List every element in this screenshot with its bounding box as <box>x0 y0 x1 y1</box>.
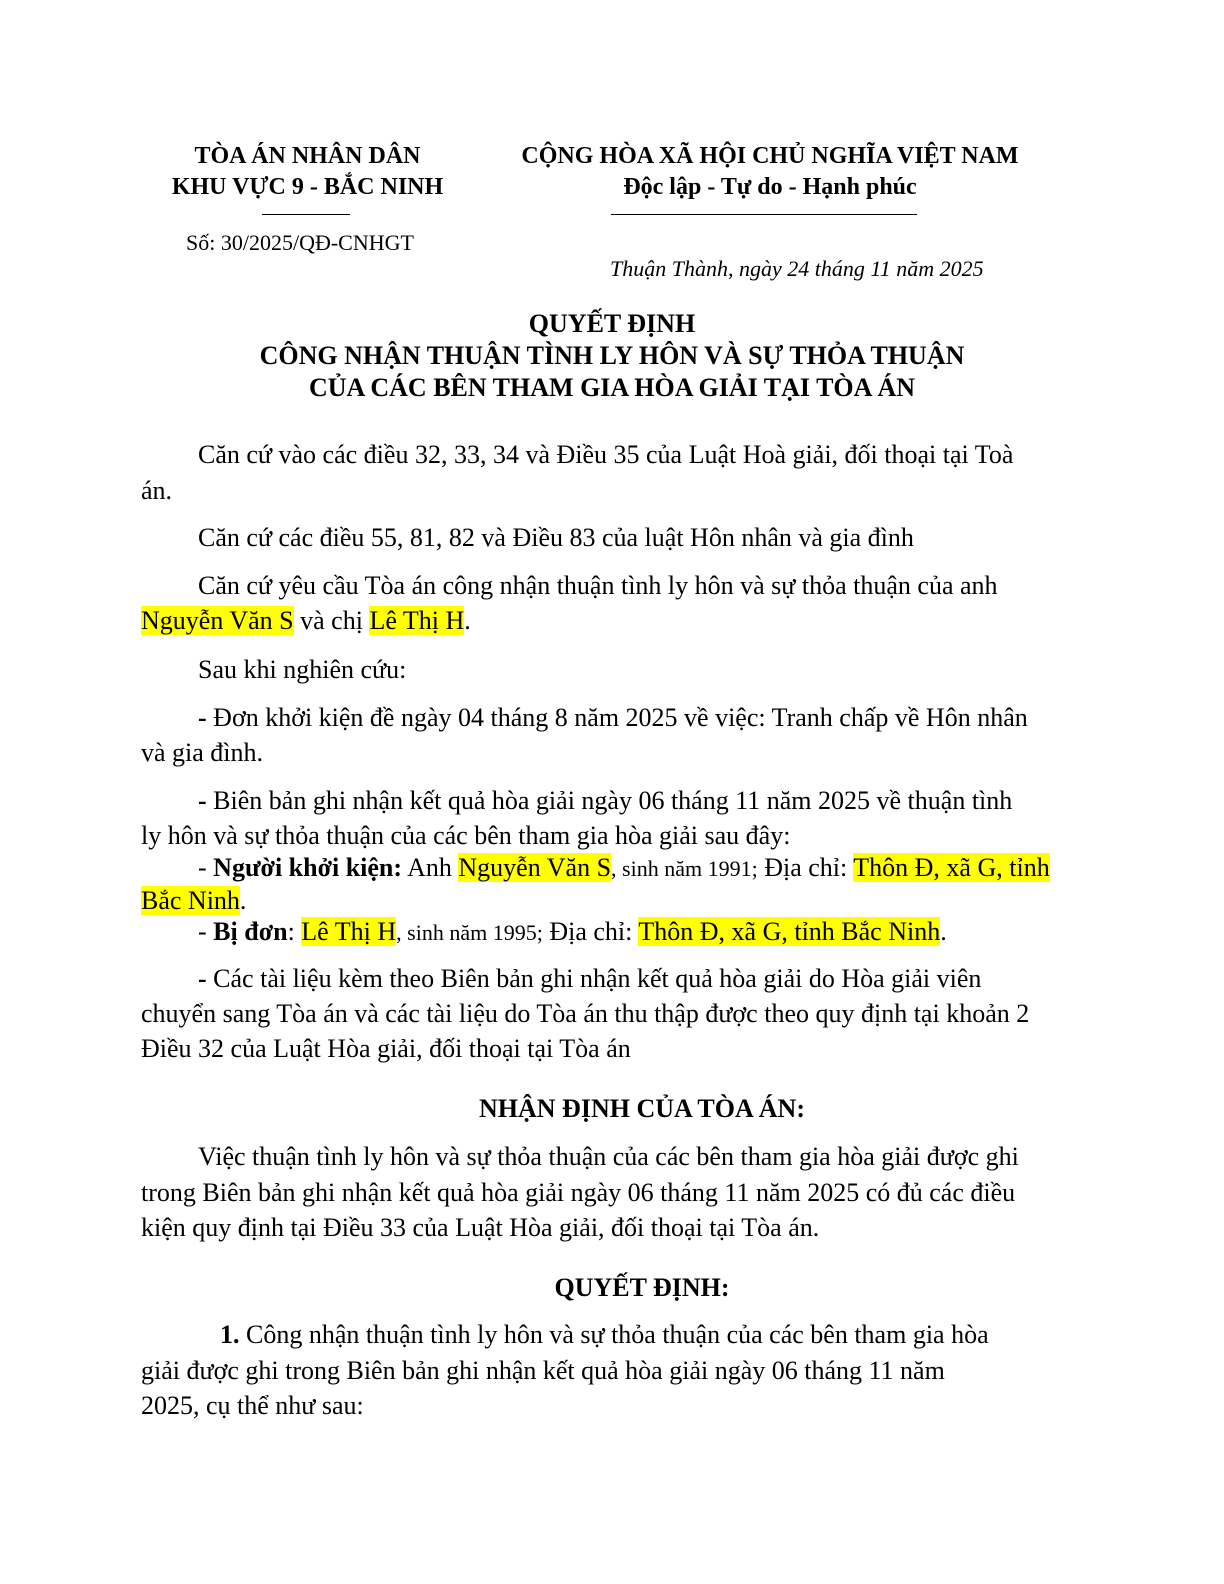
defendant-address-label: Địa chỉ: <box>542 917 639 946</box>
basis-3-line2 <box>141 606 471 636</box>
plaintiff-line1: - Người khởi kiện: Anh Nguyễn Văn S, sinh năm 1991; Địa chỉ: Thôn Đ, xã G, tỉnh <box>198 853 1050 882</box>
national-title: CỘNG HÒA XÃ HỘI CHỦ NGHĨA VIỆT NAM <box>521 143 1019 169</box>
document-subtitle-line2: CỦA CÁC BÊN THAM GIA HÒA GIẢI TẠI TÒA ÁN <box>308 373 916 402</box>
defendant-label: Bị đơn <box>213 917 288 946</box>
basis-1-line2: án. <box>141 476 173 505</box>
plaintiff-line2 <box>141 886 246 916</box>
study-item1-dash: - <box>198 703 207 732</box>
study-item3-line2: chuyển sang Tòa án và các tài liệu do Tòa án thu thập được theo quy định tại khoản 2 <box>141 999 1030 1028</box>
national-motto-underline <box>611 214 917 215</box>
court-name-line1: TÒA ÁN NHÂN DÂN <box>194 143 421 169</box>
study-item1-text: Đơn khởi kiện đề ngày 04 tháng 8 năm 2025 về việc: Tranh chấp về Hôn nhân <box>206 703 1028 732</box>
study-item2-dash: - <box>198 786 207 815</box>
decision-item1-number: 1. <box>220 1320 240 1349</box>
study-item1-line2: và gia đình. <box>141 738 264 767</box>
decision-item1-line1 <box>220 1320 989 1350</box>
basis-3-period: . <box>464 606 471 635</box>
plaintiff-name: Nguyễn Văn S <box>458 853 612 882</box>
plaintiff-address: Thôn Đ, xã G, tỉnh <box>853 853 1050 882</box>
findings-line3: kiện quy định tại Điều 33 của Luật Hòa giải, đối thoại tại Tòa án. <box>141 1213 820 1242</box>
place-date: Thuận Thành, ngày 24 tháng 11 năm 2025 <box>610 256 984 281</box>
basis-1-line1: Căn cứ vào các điều 32, 33, 34 và Điều 35 của Luật Hoà giải, đối thoại tại Toà <box>198 440 1014 469</box>
petitioner-name: Nguyễn Văn S <box>141 606 294 635</box>
study-item3-line1 <box>198 964 981 994</box>
decision-item1-line2: giải được ghi trong Biên bản ghi nhận kết quả hòa giải ngày 06 tháng 11 năm <box>141 1356 945 1385</box>
study-item3-text: Các tài liệu kèm theo Biên bản ghi nhận kết quả hòa giải do Hòa giải viên <box>206 964 982 993</box>
decision-item1-text: Công nhận thuận tình ly hôn và sự thỏa thuận của các bên tham gia hòa <box>239 1320 989 1349</box>
respondent-name: Lê Thị H <box>369 606 465 635</box>
defendant-colon: : <box>287 917 302 946</box>
defendant-birth: , sinh năm 1995; <box>396 920 543 945</box>
national-motto: Độc lập - Tự do - Hạnh phúc <box>623 174 917 200</box>
study-item3-line3: Điều 32 của Luật Hòa giải, đối thoại tại Tòa án <box>141 1034 631 1063</box>
decision-number: Số: 30/2025/QĐ-CNHGT <box>186 230 414 255</box>
study-item2-line1 <box>198 786 1012 816</box>
defendant-line: - Bị đơn: Lê Thị H, sinh năm 1995; Địa chỉ: Thôn Đ, xã G, tỉnh Bắc Ninh. <box>198 917 947 946</box>
plaintiff-prefix: Anh <box>402 853 459 882</box>
study-intro: Sau khi nghiên cứu: <box>198 655 407 684</box>
study-item2-text: Biên bản ghi nhận kết quả hòa giải ngày 06 tháng 11 năm 2025 về thuận tình <box>206 786 1013 815</box>
basis-3-line1: Căn cứ yêu cầu Tòa án công nhận thuận tình ly hôn và sự thỏa thuận của anh <box>198 571 998 600</box>
defendant-period: . <box>940 917 947 946</box>
findings-line1: Việc thuận tình ly hôn và sự thỏa thuận của các bên tham gia hòa giải được ghi <box>198 1142 1019 1171</box>
defendant-address: Thôn Đ, xã G, tỉnh Bắc Ninh <box>638 917 941 946</box>
study-item2-line2: ly hôn và sự thỏa thuận của các bên tham gia hòa giải sau đây: <box>141 821 791 850</box>
plaintiff-address-label: Địa chỉ: <box>757 853 854 882</box>
plaintiff-label: Người khởi kiện: <box>213 853 403 882</box>
plaintiff-period: . <box>239 886 247 915</box>
defendant-name: Lê Thị H <box>301 917 397 946</box>
basis-3-conjunction: và chị <box>293 606 370 635</box>
document-title: QUYẾT ĐỊNH <box>528 309 696 338</box>
decision-item1-line3: 2025, cụ thể như sau: <box>141 1391 364 1420</box>
court-name-line2: KHU VỰC 9 - BẮC NINH <box>171 174 444 200</box>
findings-heading: NHẬN ĐỊNH CỦA TÒA ÁN: <box>479 1094 805 1123</box>
decision-heading: QUYẾT ĐỊNH: <box>554 1273 730 1302</box>
document-subtitle-line1: CÔNG NHẬN THUẬN TÌNH LY HÔN VÀ SỰ THỎA THUẬN <box>259 341 965 370</box>
study-item3-dash: - <box>198 964 207 993</box>
basis-2: Căn cứ các điều 55, 81, 82 và Điều 83 của luật Hôn nhân và gia đình <box>198 523 914 552</box>
court-name-underline <box>262 214 350 215</box>
plaintiff-address-cont: Bắc Ninh <box>141 886 240 915</box>
findings-line2: trong Biên bản ghi nhận kết quả hòa giải ngày 06 tháng 11 năm 2025 có đủ các điều <box>141 1178 1016 1207</box>
plaintiff-birth: , sinh năm 1991; <box>611 856 758 881</box>
study-item1-line1 <box>198 703 1028 733</box>
